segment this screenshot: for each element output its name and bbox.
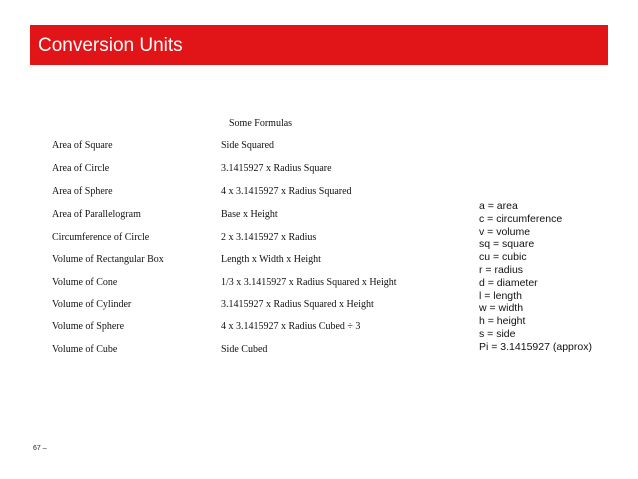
formula-name: Area of Parallelogram <box>52 209 141 220</box>
formula-expression: Side Cubed <box>221 344 268 355</box>
formula-row <box>0 139 470 153</box>
formula-expression: 2 x 3.1415927 x Radius <box>221 232 317 243</box>
legend-item: w = width <box>479 302 524 315</box>
formula-row <box>0 343 470 357</box>
page-title: Conversion Units <box>38 35 183 56</box>
formula-name: Volume of Sphere <box>52 321 125 332</box>
legend-item: Pi = 3.1415927 (approx) <box>479 340 592 353</box>
formula-name: Circumference of Circle <box>52 232 150 243</box>
legend-item: c = circumference <box>479 212 563 225</box>
formula-row <box>0 298 470 312</box>
legend-item: h = height <box>479 315 526 328</box>
legend-item: s = side <box>479 327 516 340</box>
legend-item: v = volume <box>479 225 531 238</box>
formula-expression: Base x Height <box>221 209 278 220</box>
formula-expression: 4 x 3.1415927 x Radius Squared <box>221 186 352 197</box>
formula-name: Volume of Rectangular Box <box>52 254 164 265</box>
legend-item: a = area <box>479 200 518 212</box>
abbreviation-legend <box>479 200 619 354</box>
formula-expression: 4 x 3.1415927 x Radius Cubed ÷ 3 <box>221 321 361 332</box>
formula-row <box>0 231 470 245</box>
legend-item: cu = cubic <box>479 251 527 264</box>
formula-expression: 3.1415927 x Radius Squared x Height <box>221 299 374 310</box>
formula-row <box>0 253 470 267</box>
formula-name: Area of Square <box>52 140 113 151</box>
formula-expression: Length x Width x Height <box>221 254 321 265</box>
legend-item: r = radius <box>479 263 524 276</box>
legend-item: l = length <box>479 289 522 302</box>
formula-row <box>0 276 470 290</box>
formula-name: Area of Sphere <box>52 186 113 197</box>
formula-expression: 3.1415927 x Radius Square <box>221 163 332 174</box>
formula-name: Volume of Cone <box>52 277 118 288</box>
title-bar <box>30 25 608 65</box>
formula-row <box>0 162 470 176</box>
formula-name: Volume of Cube <box>52 344 118 355</box>
formula-name: Area of Circle <box>52 163 110 174</box>
formula-name: Volume of Cylinder <box>52 299 132 310</box>
legend-item: d = diameter <box>479 276 538 289</box>
formula-row <box>0 208 470 222</box>
formula-expression: Side Squared <box>221 140 275 151</box>
page-number: 67 – <box>33 445 47 452</box>
formula-expression: 1/3 x 3.1415927 x Radius Squared x Height <box>221 277 397 288</box>
formula-row <box>0 320 470 334</box>
formula-row <box>0 185 470 199</box>
legend-item: sq = square <box>479 238 535 251</box>
formulas-heading: Some Formulas <box>229 118 293 129</box>
